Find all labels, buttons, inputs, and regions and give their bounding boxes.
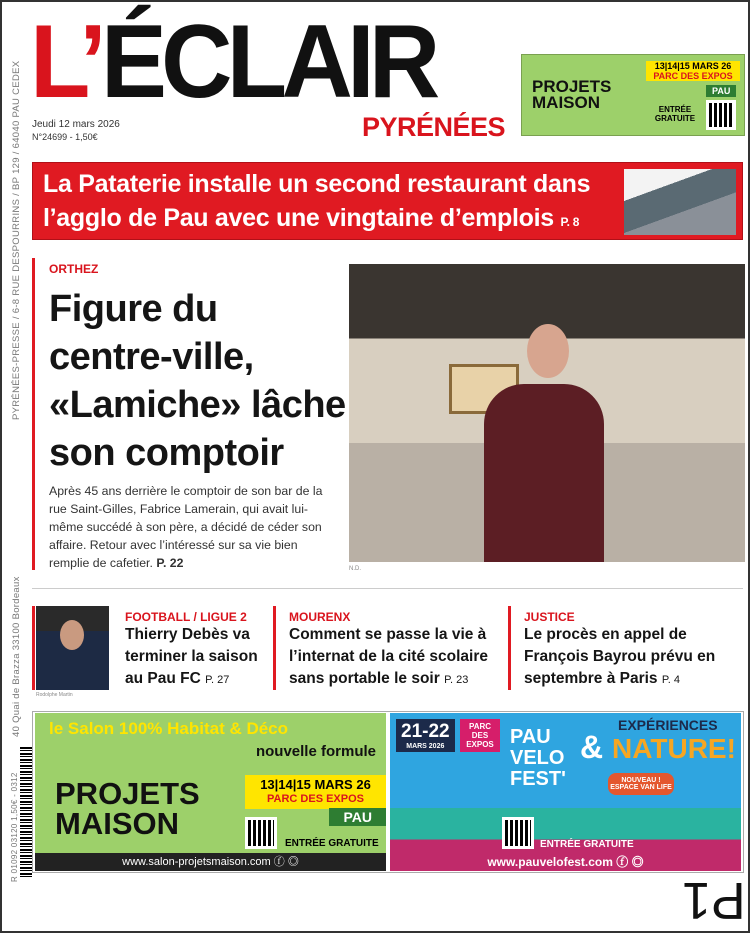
issue-price: N°24699 - 1,50€ [32, 132, 98, 142]
facebook-icon: ⓕ [273, 856, 285, 868]
brief-justice[interactable]: JUSTICE Le procès en appel de François Bayrou prévu en septembre à Paris P. 4 [524, 610, 716, 687]
main-kicker: ORTHEZ [49, 262, 99, 276]
instagram-icon: ◎ [287, 856, 299, 868]
red-rule [32, 258, 35, 570]
facebook-icon: ⓕ [616, 855, 629, 869]
ad-projets-maison-top[interactable]: PROJETS MAISON 13|14|15 MARS 26 PARC DES EXPOS PAU ENTRÉE GRATUITE [521, 54, 745, 136]
qr-code [245, 817, 277, 849]
main-photo [349, 264, 745, 562]
masthead-subtitle: PYRÉNÉES [362, 112, 506, 142]
main-headline[interactable]: Figure du centre-ville, «Lamiche» lâche son comptoir [49, 288, 346, 474]
top-story-banner[interactable]: La Pataterie installe un second restaurant dans l’agglo de Pau avec une vingtaine d’emplois P. 8 [32, 162, 743, 240]
qr-code [706, 100, 736, 130]
qr-code [502, 817, 534, 849]
printer-address: 40 Quai de Brazza 33100 Bordeaux [11, 576, 22, 737]
edition-date: Jeudi 12 mars 2026 [32, 119, 120, 130]
brief-photo [36, 606, 109, 690]
instagram-icon: ◎ [631, 855, 644, 869]
barcode-text: R 01092 03120 1,50€ - 0312 [10, 772, 19, 882]
ad-pau-velo-fest[interactable]: 21-22 MARS 2026 PARC DES EXPOS PAU VELO FEST' & EXPÉRIENCES NATURE! NOUVEAU ! ESPACE VAN LIFE ENTRÉE GRATUITE www.pauvelofest.com ⓕ ◎ [390, 713, 741, 871]
masthead-logo: L’ÉCLAIR [30, 4, 435, 120]
main-lede: Après 45 ans derrière le comptoir de son bar de la rue Saint-Gilles, Fabrice Lamerain, qui avait lui-même succédé à son père, a décidé de céder son affaire. Retour avec l’intéressé sur sa vie bien remplie de cafetier. P. 22 [49, 484, 323, 570]
person [484, 384, 604, 562]
publisher-address: PYRÉNÉES-PRESSE / 6-8 RUE DESPOURRINS / BP 129 / 64040 PAU CEDEX [11, 60, 22, 420]
brief-mourenx[interactable]: MOURENX Comment se passe la vie à l’internat de la cité scolaire sans portable le soir P. 23 [289, 610, 488, 687]
barcode [20, 747, 32, 877]
brief-football[interactable]: FOOTBALL / LIGUE 2 Thierry Debès va terminer la saison au Pau FC P. 27 [125, 610, 258, 687]
ad-projets-maison[interactable]: le Salon 100% Habitat & Déco nouvelle formule PROJETS MAISON 13|14|15 MARS 26 PARC DES EXPOS PAU ENTRÉE GRATUITE www.salon-projetsmaison.com ⓕ ◎ [35, 713, 386, 871]
ad-url[interactable]: www.pauvelofest.com ⓕ ◎ [487, 855, 644, 869]
restaurant-photo [624, 169, 736, 235]
page-marker: P1 [682, 871, 746, 929]
ad-url[interactable]: www.salon-projetsmaison.com ⓕ ◎ [35, 853, 386, 871]
